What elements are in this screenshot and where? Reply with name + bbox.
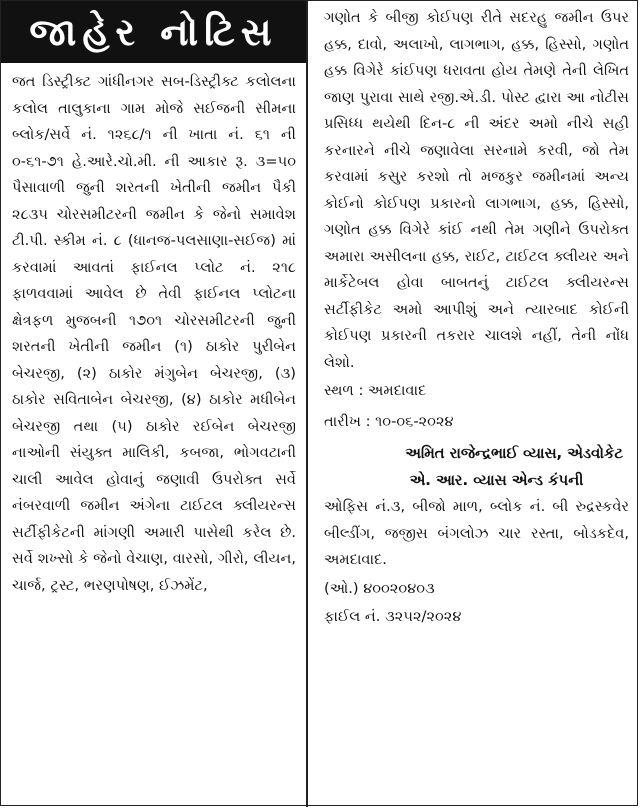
left-column	[1, 1, 308, 807]
right-text-block	[310, 1, 637, 631]
notice-body-right: ગણોત કે બીજી કોઈપણ રીતે સદરહુ જમીન ઉપર હક્ક, દાવો, અલાખો, લાગભાગ, હક્ક, હિસ્સો, ગણોત હક્ક વિગેરે કાંઈપણ ધરાવતા હોય તેમણે તેની લેખિત જાણ પુરાવા સાથે રજી.એ.ડી. પોસ્ટ દ્વારા આ નોટીસ પ્રસિધ્ધ થયેથી દિન-૮ ની અંદર અમો નીચે સહી કરનારને નીચે જણાવેલા સરનામે કરવી, જો તેમ કરવામાં કસુર કરશો તો મજકુર જમીનમાં અન્ય કોઈનો કોઈપણ પ્રકારનો લાગભાગ, હક્ક, હિસ્સો, ગણોત હક્ક વિગેરે કાંઈ નથી તેમ ગણીને ઉપરોક્ત અમારા અસીલના હક્ક, રાઈટ, ટાઈટલ ક્લીયર અને માર્કેટેબલ હોવા બાબતનું ટાઈટલ ક્લીયરન્સ સર્ટીફીકેટ અમો આપીશું અને ત્યારબાદ કોઈની કોઈપણ પ્રકારની તકરાર ચાલશે નહીં, તેની નોંધ લેશો.	[324, 9, 629, 371]
advocate-name: અમિત રાજેન્દ્રભાઈ વ્યાસ, એડવોકેટ	[405, 445, 623, 462]
firm-name: એ. આર. વ્યાસ એન્ડ કંપની	[409, 471, 584, 489]
file-number: ફાઈલ નં. ૩૨૫૨/૨૦૨૪	[324, 608, 462, 625]
notice-title: જાહેર નોટિસ	[1, 1, 306, 63]
place-line: સ્થળ : અમદાવાદ	[324, 382, 427, 399]
date-line: તારીખ : ૧૦-૦૬-૨૦૨૪	[324, 412, 454, 430]
office-phone: (ઓ.) ૪૦૦૨૦૪૦૩	[324, 579, 435, 597]
right-column	[310, 1, 637, 807]
notice-body-left: જત ડિસ્ટ્રીક્ટ ગાંધીનગર સબ-ડિસ્ટ્રીક્ટ કલોલના કલોલ તાલુકાના ગામ મોજે સઈજની સીમના બ્લોક/સર્વે નં. ૧૨૬૮/૧ ની ખાતા નં. ૬૧ ની ૦-૬૧-૭૧ હે.આરે.ચો.મી. ની આકાર રૂ. ૩=૫૦ પૈસાવાળી જુની શરતની ખેતીની જમીન પૈકી ૨૮૩૫ ચોરસમીટરની જમીન કે જેનો સમાવેશ ટી.પી. સ્કીમ નં. ૮ (ધાનજ-પલસાણા-સઈજ) માં કરવામાં આવતાં ફાઈનલ પ્લોટ નં. ૨૧૮ ફાળવવામાં આવેલ છે તેવી ફાઈનલ પ્લોટના ક્ષેત્રફળ મુજબની ૧૭૦૧ ચોરસમીટરની જુની શરતની ખેતીની જમીન (૧) ઠાકોર પુરીબેન બેચરજી, (૨) ઠાકોર મંગુબેન બેચરજી, (૩) ઠાકોર સવિતાબેન બેચરજી, (૪) ઠાકોર મધીબેન બેચરજી તથા (૫) ઠાકોર રઈબેન બેચરજી નાઓની સંયુક્ત માલિકી, કબજા, ભોગવટાની ચાલી આવેલ હોવાનું જણાવી ઉપરોક્ત સર્વે નંબરવાળી જમીન અંગેના ટાઈટલ ક્લીયરન્સ સર્ટીફીકેટની માંગણી અમારી પાસેથી કરેલ છે. સર્વે શખ્સો કે જેનો વેચાણ, વારસો, ગીરો, લીયન, ચાર્જ, ટ્રસ્ટ, ભરણપોષણ, ઈઝમેંટ,	[12, 73, 296, 594]
office-address: ઓફિસ નં.૩, બીજો માળ, બ્લોક નં. બી રુદ્રસ્કવેર બીલ્ડીંગ, જજીસ બંગલોઝ ચાર રસ્તા, બોડકદેવ, અમદાવાદ.	[324, 498, 629, 568]
